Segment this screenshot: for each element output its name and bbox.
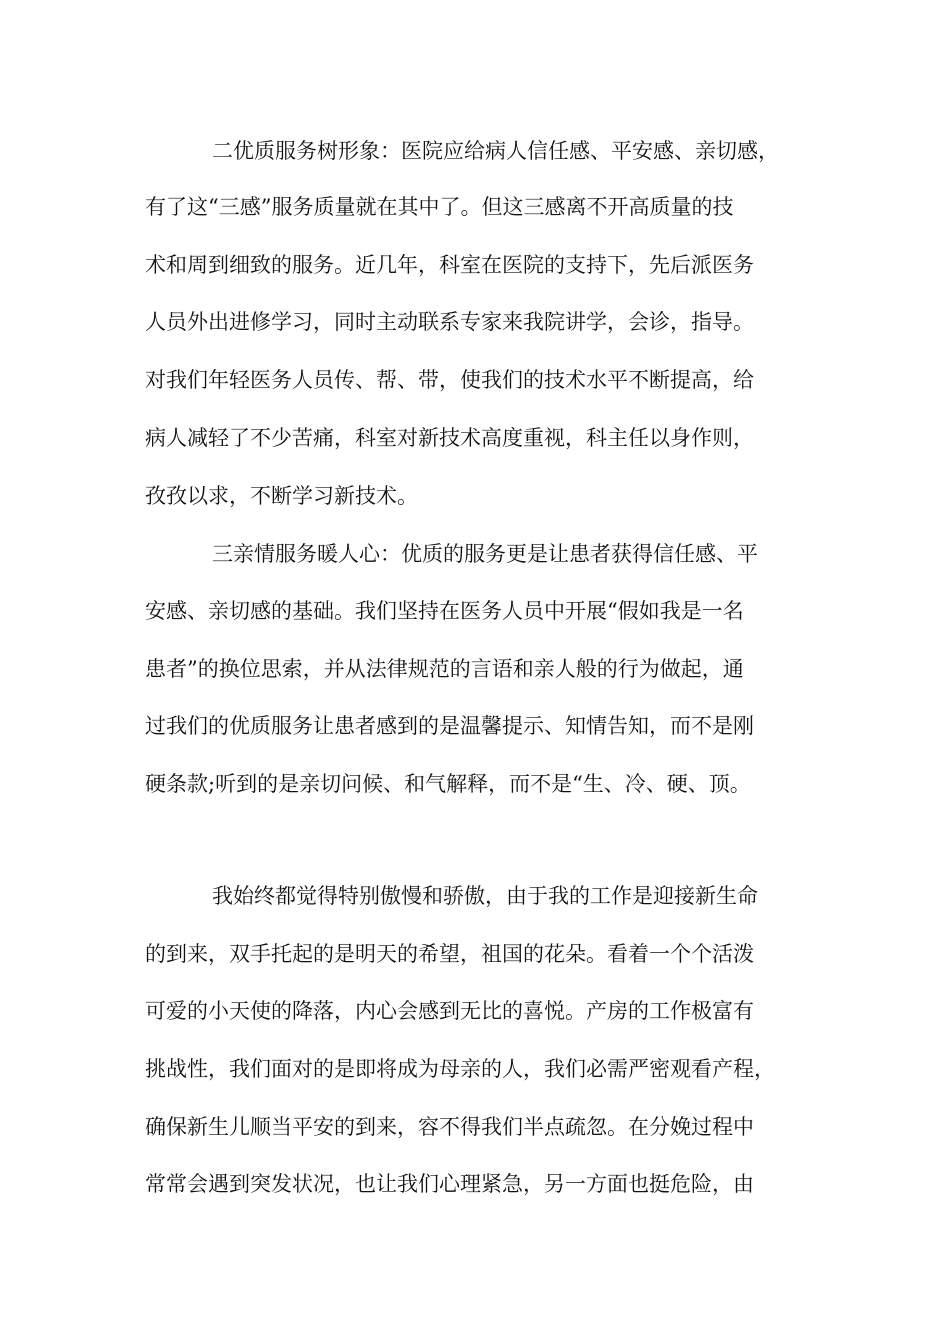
paragraph-1-line-3: 术和周到细致的服务。近几年，科室在医院的支持下，先后派医务 [145, 253, 754, 277]
paragraph-2-line-1: 三亲情服务暖人心：优质的服务更是让患者获得信任感、平 [212, 542, 758, 566]
paragraph-2-line-3: 患者”的换位思索，并从法律规范的言语和亲人般的行为做起，通 [145, 657, 744, 681]
paragraph-2-line-5: 硬条款;听到的是亲切问候、和气解释，而不是“生、冷、硬、顶。 [145, 772, 751, 796]
paragraph-3-line-3: 可爱的小天使的降落，内心会感到无比的喜悦。产房的工作极富有 [145, 999, 754, 1023]
paragraph-1-line-1: 二优质服务树形象：医院应给病人信任感、平安感、亲切感， [212, 139, 779, 163]
paragraph-1-line-2: 有了这“三感”服务质量就在其中了。但这三感离不开高质量的技 [145, 195, 734, 219]
paragraph-1-line-4: 人员外出进修学习，同时主动联系专家来我院讲学，会诊，指导。 [145, 310, 754, 334]
paragraph-1-line-5: 对我们年轻医务人员传、帮、带，使我们的技术水平不断提高，给 [145, 368, 754, 392]
paragraph-2-line-2: 安感、亲切感的基础。我们坚持在医务人员中开展“假如我是一名 [145, 599, 744, 623]
paragraph-3-line-6: 常常会遇到突发状况，也让我们心理紧急，另一方面也挺危险，由 [145, 1172, 754, 1196]
paragraph-3-line-2: 的到来，双手托起的是明天的希望，祖国的花朵。看着一个个活泼 [145, 942, 754, 966]
paragraph-3-line-1: 我始终都觉得特别傲慢和骄傲，由于我的工作是迎接新生命 [212, 884, 758, 908]
paragraph-2-line-4: 过我们的优质服务让患者感到的是温馨提示、知情告知，而不是刚 [145, 714, 754, 738]
paragraph-1-line-6: 病人减轻了不少苦痛，科室对新技术高度重视，科主任以身作则， [145, 426, 754, 450]
paragraph-3-line-4: 挑战性，我们面对的是即将成为母亲的人，我们必需严密观看产程， [145, 1057, 775, 1081]
paragraph-3-line-5: 确保新生儿顺当平安的到来，容不得我们半点疏忽。在分娩过程中 [145, 1115, 754, 1139]
paragraph-1-line-7: 孜孜以求，不断学习新技术。 [145, 484, 418, 508]
